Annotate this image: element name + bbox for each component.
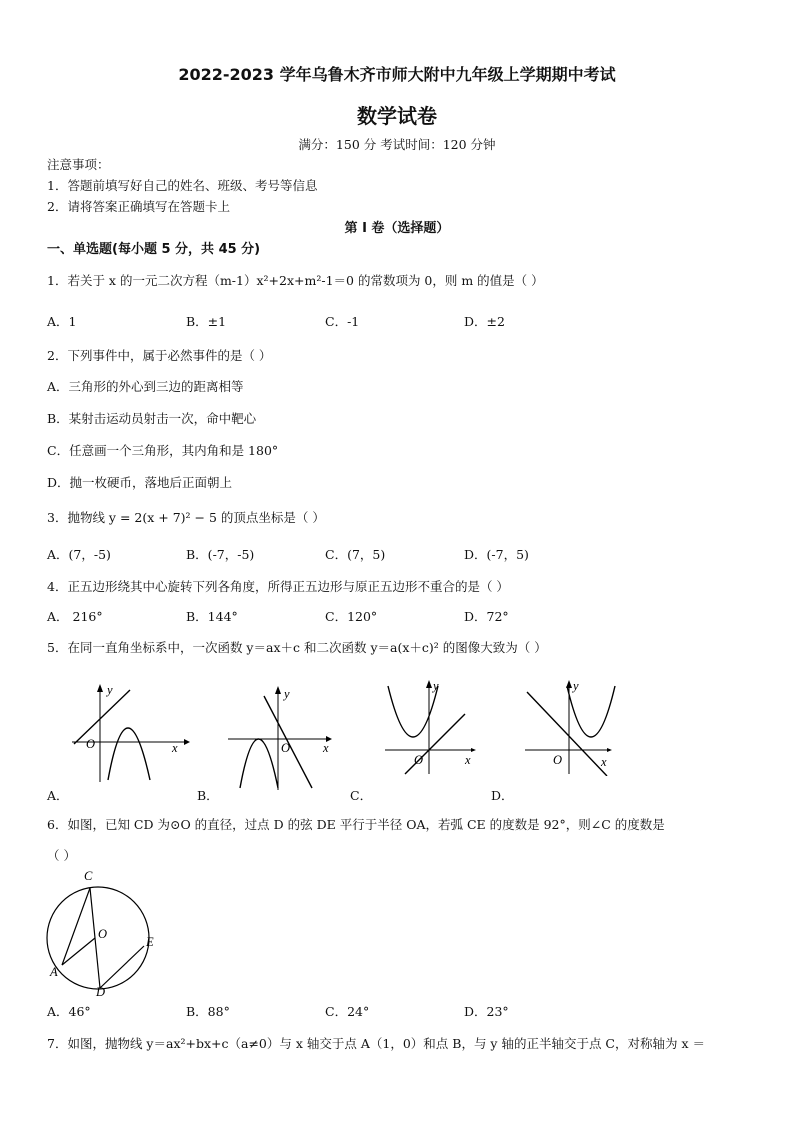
exam-meta: 满分：150 分 考试时间：120 分钟 (298, 137, 496, 152)
question-3-option-b: B．(-7，-5) (186, 547, 255, 562)
question-6-stem-paren: （ ） (47, 848, 76, 863)
question-6-option-d: D．23° (464, 1004, 509, 1019)
question-4-option-c: C．120° (325, 609, 378, 624)
question-5-option-a: A． (47, 788, 69, 803)
question-6-option-c: C．24° (325, 1004, 370, 1019)
question-2-option-b: B．某射击运动员射击一次，命中靶心 (47, 411, 257, 426)
parabola (567, 686, 615, 737)
question-1-option-d: D．±2 (464, 314, 505, 329)
question-3-stem: 3．抛物线 y = 2(x + 7)² − 5 的顶点坐标是（ ） (47, 510, 325, 525)
question-3-option-d: D．(-7，5) (464, 547, 529, 562)
question-4-stem: 4．正五边形绕其中心旋转下列各角度，所得正五边形与原正五边形不重合的是（ ） (47, 579, 509, 594)
question-3-option-a: A．(7，-5) (47, 547, 111, 562)
question-3-option-c: C．(7，5) (325, 547, 386, 562)
chord-de (100, 946, 144, 988)
question-5-graph-a (72, 682, 192, 782)
exam-title: 2022-2023 学年乌鲁木齐市师大附中九年级上学期期中考试 (178, 65, 616, 84)
question-2-stem: 2．下列事件中，属于必然事件的是（ ） (47, 348, 272, 363)
question-5-option-c: C． (350, 788, 373, 803)
origin-label: O (414, 753, 424, 767)
linear-function (527, 692, 607, 776)
question-2-option-a: A．三角形的外心到三边的距离相等 (47, 379, 244, 394)
question-6-option-a: A．46° (47, 1004, 91, 1019)
x-label: x (601, 755, 607, 769)
notes-item-1: 1．答题前填写好自己的姓名、班级、考号等信息 (47, 178, 318, 193)
parabola (240, 739, 278, 788)
question-6-option-b: B．88° (186, 1004, 230, 1019)
exam-subject: 数学试卷 (357, 104, 437, 128)
question-4-option-b: B．144° (186, 609, 238, 624)
label-c: C (84, 869, 93, 883)
question-5-stem: 5．在同一直角坐标系中，一次函数 y＝ax＋c 和二次函数 y＝a(x＋c)² 的图像大致为（ ） (47, 640, 547, 655)
question-5-graph-d (523, 676, 623, 776)
question-4-option-d: D．72° (464, 609, 509, 624)
question-4-option-a: A． 216° (47, 609, 103, 624)
notes-heading: 注意事项： (47, 157, 110, 172)
question-2-option-d: D．抛一枚硬币，落地后正面朝上 (47, 475, 233, 490)
question-6-stem: 6．如图，已知 CD 为⊙O 的直径，过点 D 的弦 DE 平行于半径 OA，若弧 CE 的度数是 92°，则∠C 的度数是 (47, 817, 665, 832)
y-label: y (433, 679, 439, 693)
question-2-option-c: C．任意画一个三角形，其内角和是 180° (47, 443, 279, 458)
x-label: x (465, 753, 471, 767)
origin-label: O (281, 741, 291, 755)
origin-label: O (86, 737, 96, 751)
y-label: y (284, 687, 290, 701)
label-a: A (50, 965, 58, 979)
linear-function (74, 690, 130, 744)
label-e: E (146, 935, 154, 949)
origin-label: O (553, 753, 563, 767)
x-label: x (172, 741, 178, 755)
x-label: x (323, 741, 329, 755)
question-6-circle-figure (42, 866, 172, 998)
label-o: O (98, 927, 108, 941)
question-5-option-d: D． (491, 788, 514, 803)
label-d: D (96, 985, 106, 998)
question-1-option-b: B．±1 (186, 314, 227, 329)
y-label: y (107, 683, 113, 697)
section-heading: 一、单选题(每小题 5 分，共 45 分) (47, 242, 261, 257)
parabola (388, 686, 438, 737)
question-1-stem: 1．若关于 x 的一元二次方程（m-1）x²+2x+m²-1＝0 的常数项为 0，则 m 的值是（ ） (47, 273, 544, 288)
notes-item-2: 2．请将答案正确填写在答题卡上 (47, 199, 230, 214)
question-1-option-c: C．-1 (325, 314, 360, 329)
y-label: y (573, 679, 579, 693)
question-5-graph-c (383, 676, 483, 776)
question-5-graph-b (226, 682, 336, 792)
question-7-stem: 7．如图，抛物线 y＝ax²+bx+c（a≠0）与 x 轴交于点 A（1，0）和点 B，与 y 轴的正半轴交于点 C，对称轴为 x ＝ (47, 1036, 705, 1051)
part-heading: 第 I 卷（选择题） (344, 221, 450, 236)
question-5-option-b: B． (197, 788, 219, 803)
parabola (108, 728, 150, 780)
question-1-option-a: A．1 (47, 314, 77, 329)
